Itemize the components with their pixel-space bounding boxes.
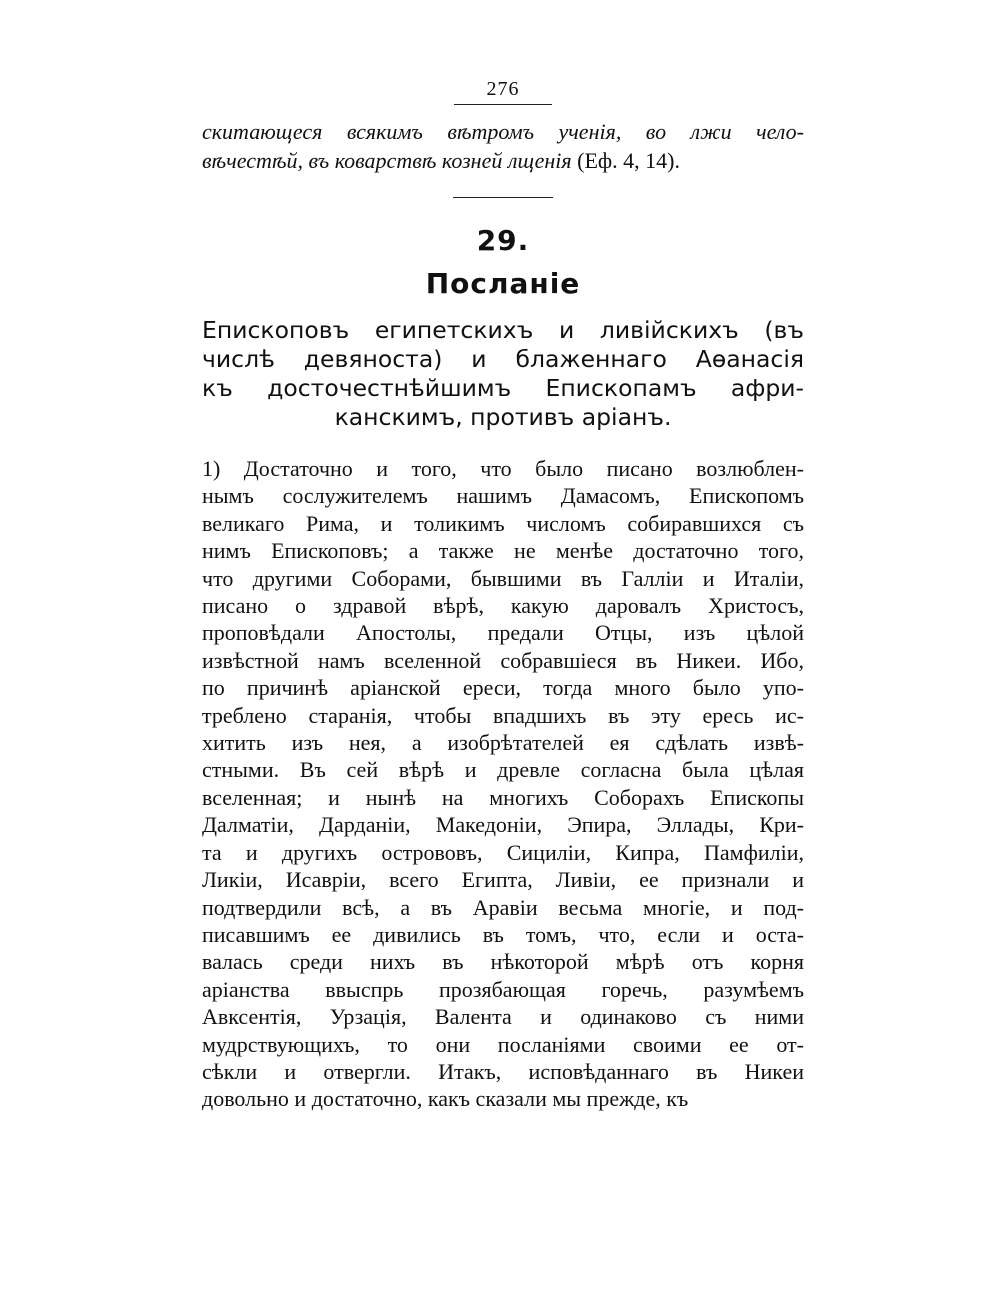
body-line: проповѣдали Апостолы, предали Отцы, изъ цѣлой: [202, 620, 804, 646]
header-rule: [454, 104, 552, 105]
body-line: сѣкли и отвергли. Итакъ, исповѣданнаго въ Никеи: [202, 1058, 804, 1084]
body-line: аріанства ввыспрь прозябающая горечь, разумѣемъ: [202, 976, 804, 1002]
body-line: писавшимъ ее дивились въ томъ, что, если и оста-: [202, 921, 804, 947]
body-line: вселенная; и нынѣ на многихъ Соборахъ Епископы: [202, 784, 804, 810]
body-line: хитить изъ нея, а изобрѣтателей ея сдѣлать извѣ-: [202, 730, 804, 756]
continued-quote: [202, 117, 804, 175]
body-line: нымъ сослужителемъ нашимъ Дамасомъ, Епископомъ: [202, 483, 804, 509]
body-line: что другими Соборами, бывшими въ Галліи и Италіи,: [202, 565, 804, 591]
body-line: валась среди нихъ въ нѣкоторой мѣрѣ отъ корня: [202, 949, 804, 975]
body-line: Ликіи, Исавріи, всего Египта, Ливіи, ее признали и: [202, 867, 804, 893]
body-line: писано о здравой вѣрѣ, какую даровалъ Христосъ,: [202, 593, 804, 619]
body-line: та и другихъ острововъ, Сициліи, Кипра, Памфиліи,: [202, 839, 804, 865]
quote-line-2: [202, 146, 804, 175]
body-line: довольно и достаточно, какъ сказали мы прежде, къ: [202, 1086, 689, 1112]
section-separator-rule: [453, 197, 553, 198]
quote-line-2-italic: вѣчестѣй, въ коварствѣ козней лщенія: [202, 148, 572, 173]
subtitle-line: числѣ девяноста) и блаженнаго Аѳанасія: [202, 345, 804, 373]
section-subtitle: [202, 316, 804, 432]
page-number: 276: [486, 78, 520, 100]
scripture-reference: (Еф. 4, 14).: [571, 148, 680, 173]
body-line: великаго Рима, и толикимъ числомъ собиравшихся съ: [202, 510, 804, 536]
body-line: нимъ Епископовъ; а также не менѣе достаточно того,: [202, 538, 804, 564]
subtitle-line: канскимъ, противъ аріанъ.: [334, 403, 672, 431]
subtitle-line: къ досточестнѣйшимъ Епископамъ афри-: [202, 374, 804, 402]
section-title: Посланіе: [425, 267, 581, 300]
body-line: стными. Въ сей вѣрѣ и древле согласна была цѣлая: [202, 757, 804, 783]
subtitle-line: Епископовъ египетскихъ и ливійскихъ (въ: [202, 316, 804, 344]
body-line: Авксентія, Урзація, Валента и одинаково съ ними: [202, 1004, 804, 1030]
book-page: [202, 76, 804, 1113]
body-line: треблено старанія, чтобы впадшихъ въ эту ересь ис-: [202, 702, 804, 728]
body-line: 1) Достаточно и того, что было писано возлюблен-: [202, 456, 804, 481]
body-line: подтвердили всѣ, а въ Аравіи весьма многіе, и под-: [202, 894, 804, 920]
body-line: мудрствующихъ, то они посланіями своими ее от-: [202, 1031, 804, 1057]
body-line: Далматіи, Дарданіи, Македоніи, Эпира, Эллады, Кри-: [202, 812, 804, 838]
body-paragraph: [202, 455, 804, 1113]
body-line: по причинѣ аріанской ереси, тогда много было упо-: [202, 675, 804, 701]
section-number: 29.: [476, 224, 530, 257]
body-line: извѣстной намъ вселенной собравшіеся въ Никеи. Ибо,: [202, 647, 804, 673]
quote-line-1: скитающеся всякимъ вѣтромъ ученія, во лжи чело-: [202, 119, 804, 144]
